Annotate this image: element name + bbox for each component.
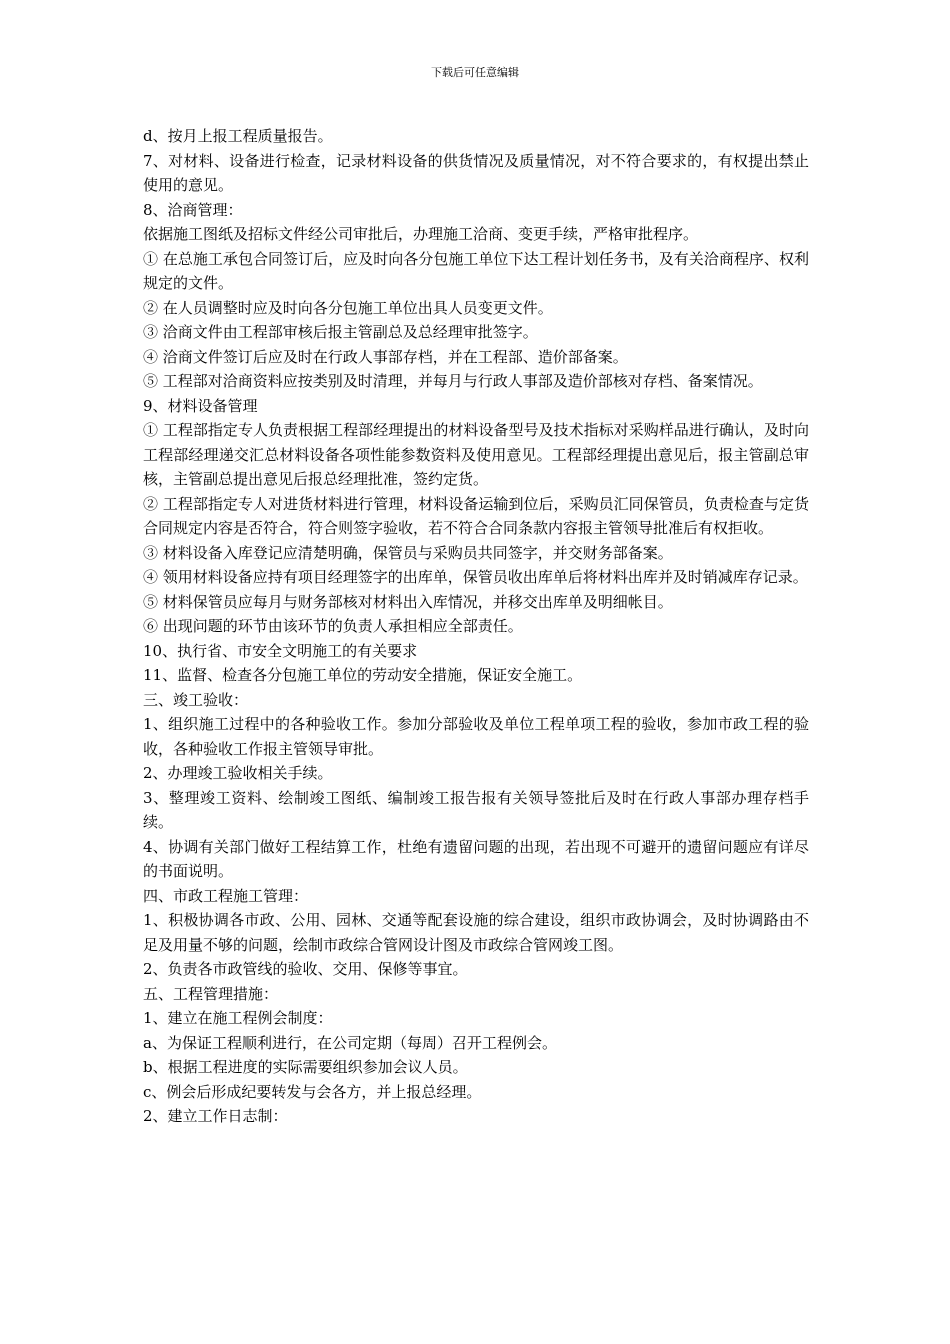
paragraph: ④ 领用材料设备应持有项目经理签字的出库单，保管员收出库单后将材料出库并及时销减库存记录。 (143, 568, 808, 586)
paragraph: b、根据工程进度的实际需要组织参加会议人员。 (143, 1058, 468, 1076)
paragraph: ③ 洽商文件由工程部审核后报主管副总及总经理审批签字。 (143, 323, 538, 341)
paragraph: 4、协调有关部门做好工程结算工作，杜绝有遗留问题的出现，若出现不可避开的遗留问题应有详尽的书面说明。 (143, 837, 809, 880)
paragraph: ① 工程部指定专人负责根据工程部经理提出的材料设备型号及技术指标对采购样品进行确认，及时向工程部经理递交汇总材料设备各项性能参数资料及使用意见。工程部经理提出意见后，报主管副总审核，主管副总提出意见后报总经理批准，签约定货。 (143, 421, 809, 488)
paragraph: ② 工程部指定专人对进货材料进行管理，材料设备运输到位后，采购员汇同保管员，负责检查与定货合同规定内容是否符合，符合则签字验收，若不符合合同条款内容报主管领导批准后有权拒收。 (143, 494, 809, 537)
section-heading: 四、市政工程施工管理： (143, 886, 309, 905)
section-heading: 9、材料设备管理 (143, 396, 258, 415)
paragraph: 1、组织施工过程中的各种验收工作。参加分部验收及单位工程单项工程的验收，参加市政工程的验收，各种验收工作报主管领导审批。 (143, 715, 809, 758)
paragraph: ⑤ 工程部对洽商资料应按类别及时清理，并每月与行政人事部及造价部核对存档、备案情况。 (143, 372, 763, 390)
paragraph: 3、整理竣工资料、绘制竣工图纸、编制竣工报告报有关领导签批后及时在行政人事部办理存档手续。 (143, 788, 809, 831)
paragraph: c、例会后形成纪要转发与会各方，并上报总经理。 (143, 1082, 482, 1101)
section-heading: 8、洽商管理： (143, 200, 243, 219)
paragraph: 2、建立工作日志制： (143, 1107, 288, 1125)
paragraph: a、为保证工程顺利进行，在公司定期（每周）召开工程例会。 (143, 1033, 557, 1052)
paragraph: 依据施工图纸及招标文件经公司审批后，办理施工洽商、变更手续，严格审批程序。 (143, 225, 699, 243)
section-heading: 五、工程管理措施： (143, 984, 279, 1003)
paragraph: 7、对材料、设备进行检查，记录材料设备的供货情况及质量情况，对不符合要求的，有权提出禁止使用的意见。 (143, 151, 809, 194)
document-body (143, 124, 809, 1129)
paragraph: ② 在人员调整时应及时向各分包施工单位出具人员变更文件。 (143, 298, 553, 317)
paragraph: d、按月上报工程质量报告。 (143, 127, 333, 145)
paragraph: ③ 材料设备入库登记应清楚明确，保管员与采购员共同签字，并交财务部备案。 (143, 543, 673, 562)
paragraph: 2、负责各市政管线的验收、交用、保修等事宜。 (143, 960, 468, 978)
paragraph: 1、积极协调各市政、公用、园林、交通等配套设施的综合建设，组织市政协调会，及时协调路由不足及用量不够的问题，绘制市政综合管网设计图及市政综合管网竣工图。 (143, 911, 809, 954)
paragraph: 1、建立在施工程例会制度： (143, 1009, 333, 1027)
page-header: 下载后可任意编辑 (431, 66, 519, 79)
paragraph: ⑥ 出现问题的环节由该环节的负责人承担相应全部责任。 (143, 617, 523, 635)
paragraph: ① 在总施工承包合同签订后，应及时向各分包施工单位下达工程计划任务书，及有关洽商程序、权利规定的文件。 (143, 249, 809, 292)
paragraph: 11、监督、检查各分包施工单位的劳动安全措施，保证安全施工。 (143, 666, 583, 684)
paragraph: 10、执行省、市安全文明施工的有关要求 (143, 641, 418, 660)
section-heading: 三、竣工验收： (143, 690, 249, 709)
paragraph: ④ 洽商文件签订后应及时在行政人事部存档，并在工程部、造价部备案。 (143, 347, 628, 366)
paragraph: 2、办理竣工验收相关手续。 (143, 764, 333, 782)
paragraph: ⑤ 材料保管员应每月与财务部核对材料出入库情况，并移交出库单及明细帐目。 (143, 592, 673, 611)
